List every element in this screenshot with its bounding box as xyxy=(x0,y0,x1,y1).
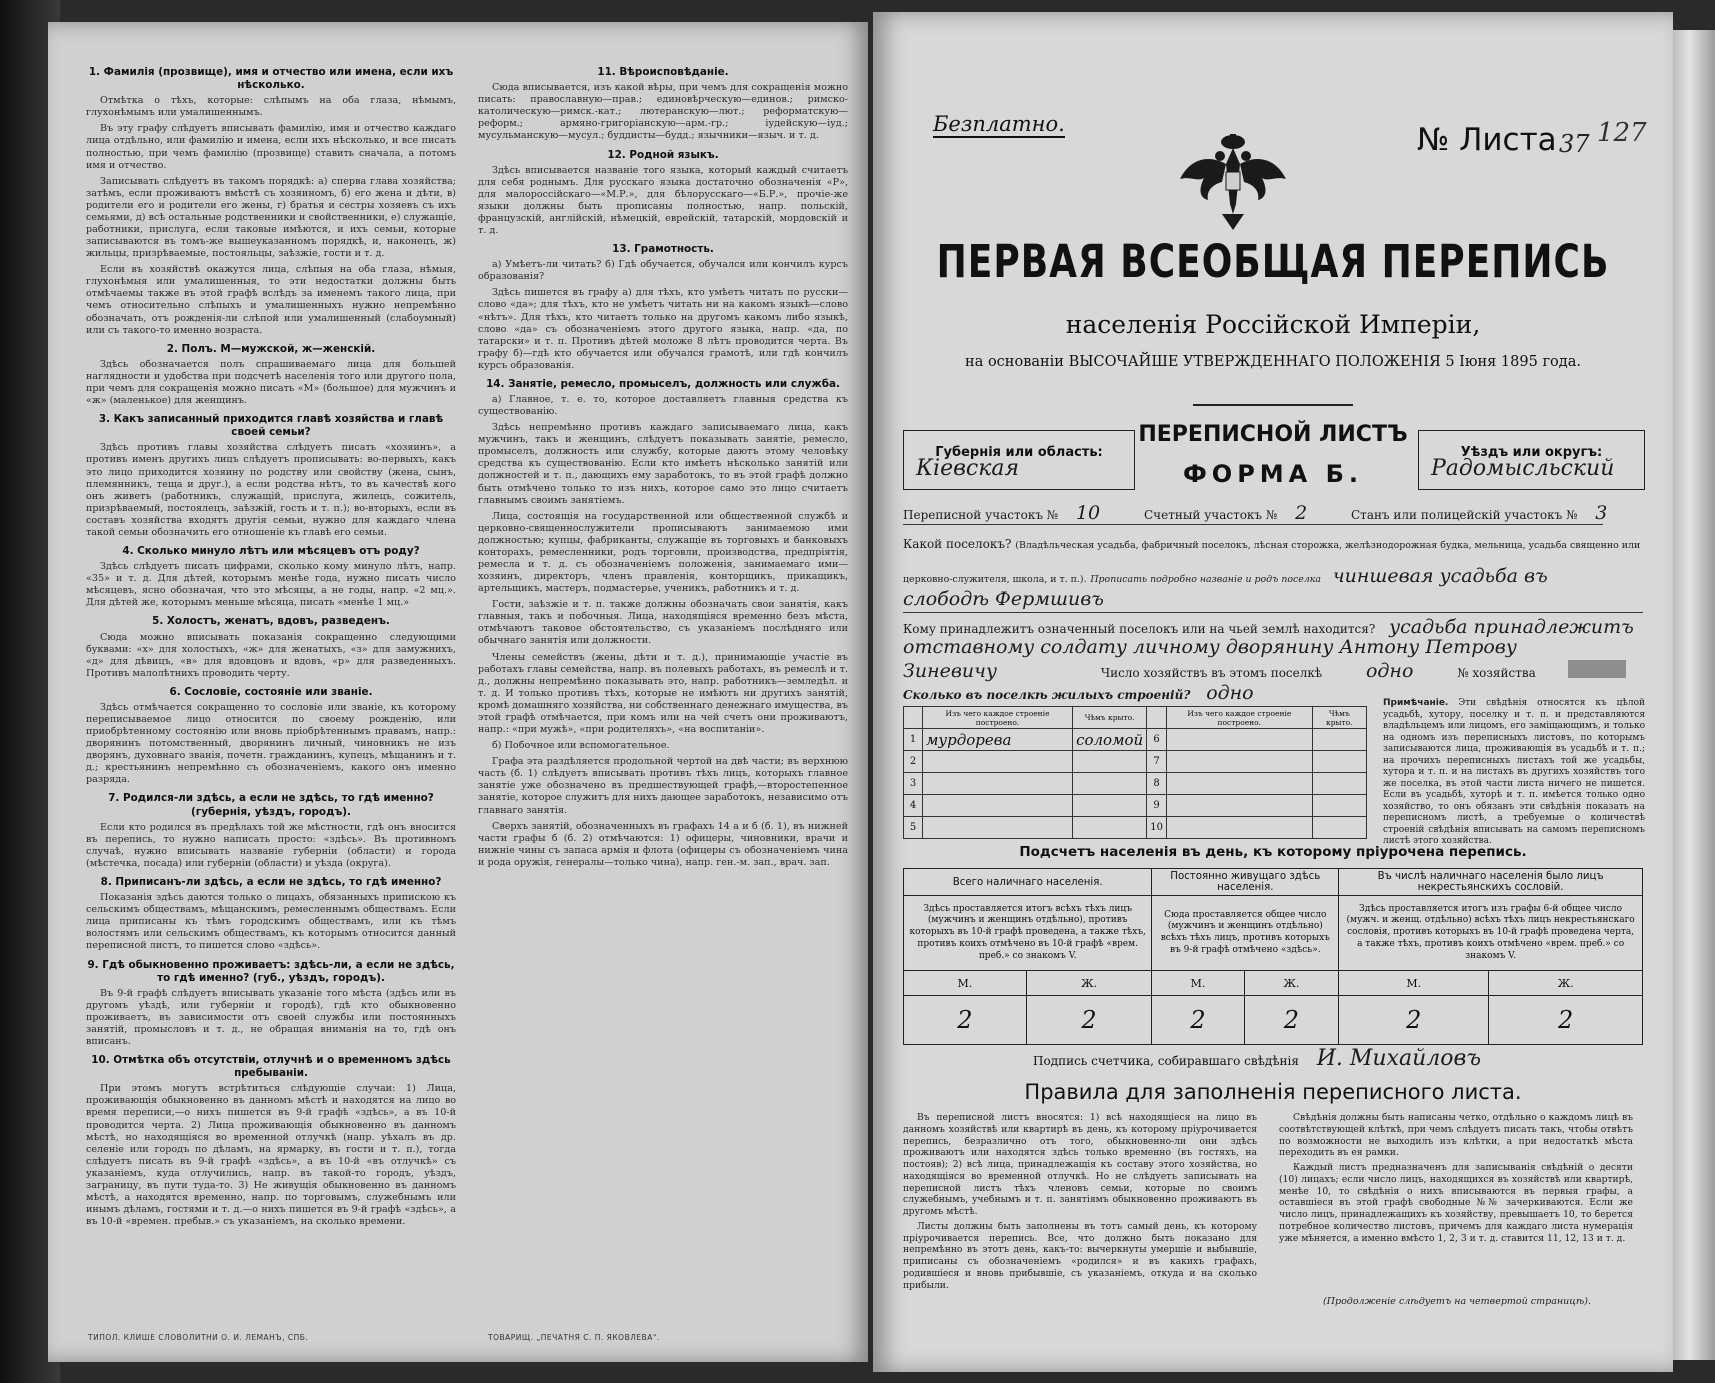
form-subtitle: ФОРМА Б. xyxy=(1182,460,1363,488)
table-row xyxy=(904,996,1643,1045)
section-heading: 6. Сословіе, состояніе или званіе. xyxy=(169,685,373,698)
row-number: 2 xyxy=(904,751,923,773)
section-text: Здѣсь обозначается полъ спрашиваемаго лица для большей наглядности и удобства при подсчетѣ населенія того или другого пола, при чемъ для сокращенія можно писать «М» (большое) для мужчинъ и «ж» (маленькое) для женщинъ. xyxy=(86,358,456,407)
owner-line-2 xyxy=(903,636,1517,658)
section-heading: 3. Какъ записанный приходится главѣ хозяйства и главѣ своей семьи? xyxy=(98,413,444,439)
sex-header: М. xyxy=(1152,971,1244,996)
table-cell xyxy=(923,773,1073,795)
section-text: а) Умѣетъ-ли читать? б) Гдѣ обучается, обучался или кончилъ курсъ образованія? xyxy=(478,259,848,283)
section-text: Лица, состоящія на государственной или общественной службѣ и церковно-священнослужители прописываютъ занимаемою ими должностью; купцы, фабриканты, служащіе въ торговыхъ и банковыхъ конторахъ, ремесленники, родъ торговли, производства, предпріятія, ремесла и т. д. съ обозначеніемъ положенія, занимаемаго ими—хозяинъ, директоръ, членъ правленія, конторщикъ, прикащикъ, артельщикъ, мастеръ, подмастерье, ученикъ, работникъ и т. д. xyxy=(478,510,848,595)
table-cell xyxy=(1166,751,1312,773)
count-value: 2 xyxy=(1152,996,1244,1045)
underline xyxy=(903,524,1603,525)
guberniya-label: Губернія или область: xyxy=(935,445,1103,460)
sex-header: Ж. xyxy=(1489,971,1643,996)
archive-number: 127 xyxy=(1597,118,1647,148)
divider xyxy=(1193,404,1353,406)
table-header: Изъ чего каждое строеніе построено. xyxy=(1166,707,1312,729)
uchastok-line xyxy=(903,502,1607,524)
right-page-census-form xyxy=(873,12,1673,1372)
table-row xyxy=(904,817,1367,839)
table-row xyxy=(904,795,1367,817)
section-heading: 7. Родился-ли здѣсь, а если не здѣсь, то гдѣ именно? (губернія, уѣздъ, городъ). xyxy=(108,792,434,818)
section-heading: 14. Занятіе, ремесло, промыселъ, должность или служба. xyxy=(486,377,840,390)
sex-header: Ж. xyxy=(1026,971,1152,996)
table-header: Изъ чего каждое строеніе построено. xyxy=(923,707,1073,729)
stan-value: 3 xyxy=(1595,502,1608,524)
table-header: Всего наличнаго населенія. xyxy=(904,869,1152,896)
underline xyxy=(903,612,1643,613)
section-text: Если кто родился въ предѣлахъ той же мѣстности, гдѣ онъ вносится въ перепись, то нужно написать просто: «здѣсь». Въ противномъ случаѣ, нужно вписывать названіе губерніи (области) и города (мѣстечка, посада) или губерніи (области) и уѣзда (округа). xyxy=(86,821,456,869)
table-cell xyxy=(1166,773,1312,795)
schet-value: 2 xyxy=(1295,502,1308,524)
table-cell xyxy=(1073,817,1147,839)
section-heading: 2. Полъ. М—мужской, ж—женскій. xyxy=(166,342,376,355)
count-value: 2 xyxy=(904,996,1027,1045)
section-text: Сверхъ занятій, обозначенныхъ въ графахъ 14 а и б (б. 1), въ нижней части графы б (б. 2) отмѣчаются: 1) офицеры, чиновники, врачи и нижніе чины съ запаса армія и флота (офицеры съ обозначеніемъ чина и рода оружія, генералы—только чина), напр. ген.-м. зап., врач. зап. xyxy=(478,820,848,868)
uezd-box xyxy=(1418,430,1645,490)
row-number: 4 xyxy=(904,795,923,817)
households-label: Число хозяйствъ въ этомъ поселкѣ xyxy=(1100,666,1323,680)
page-edges xyxy=(1673,30,1715,1360)
table-header: Чѣмъ крыто. xyxy=(1073,707,1147,729)
row-number: 8 xyxy=(1147,773,1167,795)
count-value: 2 xyxy=(1026,996,1152,1045)
signature-label: Подпись счетчика, собиравшаго свѣдѣнія xyxy=(1033,1054,1299,1068)
row-number: 1 xyxy=(904,729,923,751)
table-cell xyxy=(1073,773,1147,795)
count-value: 2 xyxy=(1489,996,1643,1045)
building-roof: соломой xyxy=(1073,729,1147,751)
poselok-line-2 xyxy=(903,565,1548,587)
section-heading: 5. Холостъ, женатъ, вдовъ, разведенъ. xyxy=(152,615,390,628)
owner-label: Кому принадлежитъ означенный поселокъ или на чьей землѣ находится? xyxy=(903,622,1376,636)
poselok-line xyxy=(903,537,1640,551)
regulation-line: на основаніи ВЫСОЧАЙШЕ УТВЕРЖДЕННАГО ПОЛОЖЕНІЯ 5 Іюня 1895 года. xyxy=(965,354,1581,370)
row-number: 10 xyxy=(1147,817,1167,839)
buildings-table xyxy=(903,706,1367,839)
table-cell xyxy=(1166,729,1312,751)
rules-text: Каждый листъ предназначенъ для записыванія свѣдѣній о десяти (10) лицахъ; если число лицъ, находящихся въ хозяйствѣ или квартирѣ, менѣе 10, то свѣдѣнія о нихъ вписываются въ первыя графы, а оставшіеся въ этой графѣ свободные №№ зачеркиваются. Если же число лицъ, принадлежащихъ къ хозяйству, превышаетъ 10, то берется потребное количество листовъ, причемъ для каждаго листа нумерація уже мѣняется, а именно вмѣсто 1, 2, 3 и т. д. ставится 11, 12, 13 и т. д. xyxy=(1279,1162,1633,1244)
row-number: 6 xyxy=(1147,729,1167,751)
section-text: Здѣсь слѣдуетъ писать цифрами, сколько кому минуло лѣтъ, напр. «35» и т. д. Для дѣтей, которымъ менѣе года, нужно писать число мѣсяцевъ, ясно обозначая, что это мѣсяцы, а не годы, напр. «2 мц.». Для дѣтей же, которымъ меньше мѣсяца, писать «менѣе 1 мц.» xyxy=(86,561,456,609)
section-text: Если въ хозяйствѣ окажутся лица, слѣпыя на оба глаза, нѣмыя, глухонѣмыя или умалишенныя, то эти недостатки должны быть отмѣчаемы также въ этой графѣ вслѣдъ за именемъ такого лица, при чемъ относительно слѣпыхъ и умалишенныхъ нужно непремѣнно обозначать, отъ рожденія-ли слѣпой или умалишенный (слабоумный) или съ такого-то именно возраста. xyxy=(86,264,456,336)
table-cell xyxy=(923,817,1073,839)
owner-line xyxy=(903,616,1634,638)
table-header-row xyxy=(904,869,1643,896)
page-title: ПЕРВАЯ ВСЕОБЩАЯ ПЕРЕПИСЬ xyxy=(936,236,1610,289)
note-title: Примѣчаніе. xyxy=(1383,698,1449,708)
table-row xyxy=(904,729,1367,751)
population-count-table xyxy=(903,868,1643,1045)
count-value: 2 xyxy=(1339,996,1489,1045)
rules-title: Правила для заполненія переписного листа. xyxy=(1024,1080,1522,1104)
section-heading: 12. Родной языкъ. xyxy=(607,148,719,161)
rules-column-right xyxy=(1279,1112,1633,1247)
section-text: Сюда можно вписывать показанія сокращенно следующими буквами: «х» для холостыхъ, «ж» для женатыхъ, «з» для замужнихъ, «д» для дѣвицъ, «в» для вдовцовъ и вдовъ, «р» для разведенныхъ. Противъ малолѣтнихъ проводить черту. xyxy=(86,631,456,679)
section-text: Отмѣтка о тѣхъ, которые: слѣпымъ на оба глаза, нѣмымъ, глухонѣмымъ или умалишеннымъ. xyxy=(86,95,456,119)
table-cell xyxy=(1166,795,1312,817)
rules-text: Въ переписной листъ вносятся: 1) всѣ находящіеся на лицо въ данномъ хозяйствѣ или квартирѣ въ день, къ которому пріурочивается перепись, безразлично отъ того, обыкновенно-ли они здѣсь проживаютъ или находятся здѣсь только временно (въ гостяхъ, на постояв); 2) всѣ лица, принадлежащія къ составу этого хозяйства, но находящіяся во временной отлучкѣ. Но не слѣдуетъ записывать на переписной листъ тѣхъ членовъ семьи, которые по своимъ служебнымъ, учебнымъ и т. п. занятіямъ обыкновенно проживаютъ въ другомъ мѣстѣ. xyxy=(903,1112,1257,1218)
signature-line xyxy=(1033,1046,1481,1071)
count-value: 2 xyxy=(1244,996,1339,1045)
rules-text: Свѣдѣнія должны быть написаны четко, отдѣльно о каждомъ лицѣ въ соотвѣтствующей клѣткѣ, при чемъ слѣдуетъ писать такъ, чтобы отвѣтъ по возможности не выходилъ изъ клѣтки, а при недостаткѣ мѣста переходить въ ея рамки. xyxy=(1279,1112,1633,1159)
owner-line-3 xyxy=(903,660,1536,682)
signature-value: И. Михайловъ xyxy=(1316,1046,1482,1071)
sheet-number-value: 37 xyxy=(1559,130,1590,158)
section-text: б) Побочное или вспомогательное. xyxy=(492,740,670,752)
section-text: При этомъ могутъ встрѣтиться слѣдующіе случаи: 1) Лица, проживающія обыкновенно въ данномъ мѣстѣ и находятся на лицо во время переписи,—о нихъ пишется въ 9-й графѣ «здѣсь», а въ 10-й проводится черта. 2) Лица проживающія обыкновенно въ данномъ мѣстѣ, но находящіяся во временной отлучкѣ (напр. уѣхалъ въ др. селеніе или городъ по дѣламъ, на ярмарку, въ гости и т. п.), тогда слѣдуетъ писать въ 9-й графѣ «здѣсь», а въ 10-й «въ отлучкѣ» съ указаніемъ, куда отлучились, напр. въ такой-то городъ, уѣздъ, заграницу, въ пути тудa-то. 3) Не живущія обыкновенно въ данномъ мѣстѣ, а находятся временно, напр. по торговымъ, служебнымъ или инымъ дѣламъ, гостями и т. д.—о нихъ пишется въ 9-й графѣ «здѣсь», а въ 10-й «времен. пребыв.» съ указаніемъ, на сколько времени. xyxy=(86,1083,456,1228)
table-row xyxy=(904,751,1367,773)
table-cell xyxy=(923,751,1073,773)
section-text: Здѣсь пишется въ графу а) для тѣхъ, кто умѣетъ читать по русски—слово «да»; для тѣхъ, кто не умѣетъ читать ни на какомъ языкѣ—слово «нѣтъ». Для тѣхъ, кто читаетъ только на другомъ какомъ либо языкѣ, слово «да» съ обозначеніемъ этого другого языка, напр. «да, по татарски» и т. п. Противъ дѣтей моложе 8 лѣтъ проводится черта. Въ графу б)—гдѣ кто обучается или обучался грамотѣ, или гдѣ кончилъ курсъ образованія. xyxy=(478,287,848,371)
uezd-value: Радомысльский xyxy=(1431,456,1615,481)
section-text: Здѣсь противъ главы хозяйства слѣдуетъ писать «хозяинъ», а противъ именъ другихъ лицъ слѣдуетъ прописывать: во-первыхъ, какъ это лицо приходится хозяину по родству или свойству (жена, сынъ, племянникъ, теща и друг.), а если родства нѣтъ, то въ качествѣ кого онъ живетъ (работникъ, служащій, прислуга, жилецъ, сожитель, призрѣваемый, постоялецъ, заѣзжій, гость и т. п.); во-вторыхъ, если въ составъ хозяйства входятъ другія семьи, нужно для каждаго члена такой семьи обозначить его отношеніе къ главѣ его семьи. xyxy=(86,442,456,538)
stan-label: Станъ или полицейскій участокъ № xyxy=(1351,508,1578,522)
section-text: Члены семействъ (жены, дѣти и т. д.), принимающіе участіе въ работахъ главы семейства, напр. въ полевыхъ работахъ, въ ремеслѣ и т. д., должны непремѣнно показывать это, напр. работникъ—земледѣл. и т. д. И только противъ тѣхъ, которые не имѣютъ ни другихъ занятій, кромѣ домашняго хозяйства, ни собственнаго денежнаго имущества, въ этой графѣ отмѣчается, при комъ или на чей счетъ они проживаютъ, напр.: «при мужѣ», «при родителяхъ», «на воспитаніи». xyxy=(478,651,848,736)
rules-text: Листы должны быть заполнены въ тотъ самый день, къ которому пріурочивается перепись. Все, что должно быть показано для непремѣнно въ этотъ день, какъ-то: вычеркнуты умершіе и выбывшіе, приписаны съ обозначеніемъ «родился» и въ какихъ графахъ, родившіеся и вновь прибывшіе, съ указаніемъ, откуда и на сколько прибыли. xyxy=(903,1220,1257,1291)
table-row xyxy=(904,773,1367,795)
note-block xyxy=(1383,698,1645,848)
section-text: Гости, заѣзжіе и т. п. также должны обозначать свои занятія, какъ главныя, такъ и побочныя. Лица, находящіяся временно безъ мѣста, отмѣчаютъ таковое обстоятельство, съ указаніемъ послѣдняго или обычнаго занятія или должности. xyxy=(478,599,848,647)
section-heading: 8. Приписанъ-ли здѣсь, а если не здѣсь, то гдѣ именно? xyxy=(100,876,442,888)
section-heading: 13. Грамотность. xyxy=(612,243,714,256)
table-row xyxy=(904,971,1643,996)
instructions-column-right xyxy=(478,60,848,873)
free-label: Безплатно. xyxy=(933,112,1065,136)
section-text: Сюда вписывается, изъ какой вѣры, при чемъ для сокращенія можно писать: православную—прав.; единовѣрческую—единов.; римско-католическую—римск.-кат.; лютеранскую—лют.; реформатскую—реформ.; армяно-григоріанскую—арм.-гр.; іудейскую—іуд.; мусульманскую—мусул.; буддисты—будд.; язычники—языч. и т. д. xyxy=(478,82,848,142)
guberniya-value: Кiевская xyxy=(916,456,1020,481)
count-title: Подсчетъ населенія въ день, къ которому пріурочена перепись. xyxy=(1019,844,1527,860)
section-text: Въ 9-й графѣ слѣдуетъ вписывать указаніе того мѣста (здѣсь или въ другомъ уѣздѣ, или губерніи и городѣ), гдѣ кто обыкновенно проживаетъ, въ зависимости отъ своей службы или постоянныхъ занятій, промысловъ и т. д., не обращая вниманія на то, гдѣ онъ вписанъ. xyxy=(86,987,456,1048)
buildings-value: одно xyxy=(1206,682,1254,704)
row-number: 7 xyxy=(1147,751,1167,773)
printer-mark: ТИПОЛ. КЛИШЕ СЛОВОЛИТНИ О. И. ЛЕМАНЪ, СПБ. xyxy=(88,1333,309,1342)
row-number: 5 xyxy=(904,817,923,839)
instructions-column-left xyxy=(86,60,456,1232)
table-cell: Здѣсь проставляется итогъ всѣхъ тѣхъ лицъ (мужчинъ и женщинъ отдѣльно), противъ которыхъ въ 10-й графѣ проведена, а также тѣхъ, противъ коихъ отмѣчено въ 10-й графѣ «врем. преб.» со знакомъ V. xyxy=(904,896,1152,971)
left-page-instructions xyxy=(48,22,868,1362)
households-value: одно xyxy=(1365,660,1414,682)
uezd-label: Уѣздъ или округъ: xyxy=(1460,445,1603,460)
redacted-area xyxy=(1568,660,1626,678)
sex-header: Ж. xyxy=(1244,971,1339,996)
poselok-label: Какой поселокъ? xyxy=(903,537,1012,551)
table-cell xyxy=(1073,795,1147,817)
table-header: Чѣмъ крыто. xyxy=(1312,707,1366,729)
row-number: 3 xyxy=(904,773,923,795)
row-number: 9 xyxy=(1147,795,1167,817)
owner-value-3: Зиневичу xyxy=(903,660,997,682)
section-heading: 1. Фамилія (прозвище), имя и отчество или имена, если ихъ нѣсколько. xyxy=(88,66,454,92)
poselok-hint-2: церковно-служителя, школа, и т. п.). xyxy=(903,574,1087,585)
section-heading: 4. Сколько минуло лѣтъ или мѣсяцевъ отъ роду? xyxy=(122,544,420,557)
table-cell xyxy=(1073,751,1147,773)
guberniya-box xyxy=(903,430,1135,490)
owner-value-2: отставному солдату личному дворянину Антону Петрову xyxy=(903,636,1517,658)
poselok-value: чиншевая усадьба въ xyxy=(1332,565,1548,587)
table-cell: Здѣсь проставляется итогъ изъ графы 6-й общее число (мужч. и женщ. отдѣльно) всѣхъ тѣхъ лицъ некрестьянскаго сословія, противъ которыхъ въ 10-й графѣ проведена черта, а также тѣхъ, противъ коихъ отмѣчено «врем. преб.» со знакомъ V. xyxy=(1339,896,1643,971)
table-cell: Сюда проставляется общее число (мужчинъ и женщинъ отдѣльно) всѣхъ тѣхъ лицъ, противъ которыхъ въ 9-й графѣ отмѣчено «здѣсь». xyxy=(1152,896,1339,971)
buildings-label: Сколько въ поселкѣ жилыхъ строеній? xyxy=(903,688,1191,702)
printer-mark: ТОВАРИЩ. „ПЕЧАТНЯ С. П. ЯКОВЛЕВА". xyxy=(488,1333,660,1342)
section-text: а) Главное, т. е. то, которое доставляетъ главныя средства къ существованію. xyxy=(478,394,848,418)
table-cell xyxy=(1312,817,1366,839)
table-header: Въ числѣ наличнаго населенія было лицъ некрестьянскихъ сословій. xyxy=(1339,869,1643,896)
page-subtitle: населенія Россійской Имперіи, xyxy=(1065,310,1481,339)
household-no-label: № хозяйства xyxy=(1457,666,1536,680)
table-header-row xyxy=(904,707,1367,729)
buildings-line xyxy=(903,682,1254,704)
section-heading: 11. Вѣроисповѣданіе. xyxy=(597,66,729,78)
table-row xyxy=(904,896,1643,971)
form-title: ПЕРЕПИСНОЙ ЛИСТЪ xyxy=(1138,422,1408,447)
section-heading: 10. Отмѣтка объ отсутствіи, отлучнѣ и о временномъ здѣсь пребываніи. xyxy=(91,1054,451,1080)
table-header: Постоянно живущаго здѣсь населенія. xyxy=(1152,869,1339,896)
section-text: Графа эта раздѣляется продольной чертой на двѣ части; въ верхнюю часть (б. 1) слѣдуетъ вписывать противъ тѣхъ лицъ, которыхъ главное занятіе уже обозначено въ предшествующей графѣ,—второстепенное занятіе, которое служитъ для нихъ дающее заработокъ, независимо отъ главнаго занятія. xyxy=(478,756,848,816)
imperial-eagle-icon xyxy=(1178,134,1288,234)
continued-note: (Продолженіе слѣдуетъ на четвертой страницѣ). xyxy=(1323,1296,1591,1307)
table-cell xyxy=(1312,751,1366,773)
section-text: Здѣсь вписывается названіе того языка, который каждый считаетъ для себя роднымъ. Для русскаго языка достаточно обозначенія «Р», для малороссійскаго—«М.Р.», для бѣлорусскаго—«Б.Р.», прочіе-же языки должны быть прописаны полностью, напр. польскій, французскій, англійскій, нѣмецкій, еврейскій, татарскій, мордовскій и т. д. xyxy=(478,164,848,236)
section-text: Здѣсь непремѣнно противъ каждаго записываемаго лица, какъ мужчинъ, такъ и женщинъ, слѣдуетъ показывать занятіе, ремесло, промыселъ, должность или службу, которые даютъ этому человѣку средства къ существованію. Если кто имѣетъ нѣсколько занятій или должностей и т. п., дающихъ ему заработокъ, то въ этой графѣ должно быть отмѣчено только то изъ нихъ, которое само это лицо считаетъ главнымъ своимъ занятіемъ. xyxy=(478,422,848,506)
poselok-line-3 xyxy=(903,588,1104,610)
table-cell xyxy=(1312,795,1366,817)
poselok-hint: (Владѣльческая усадьба, фабричный поселокъ, лѣсная сторожка, желѣзнодорожная будка, мельница, усадьба священно или xyxy=(1015,540,1641,551)
section-text: Здѣсь отмѣчается сокращенно то сословіе или званіе, къ которому переписываемое лицо относится по своему рожденію, или приобрѣтенному состоянію или вновь пріобрѣтеннымъ правамъ, напр.: дворянинъ потомственный, дворянинъ личный, чиновникъ не изъ дворянъ, духовнаго званія, почетн. гражданинъ, купецъ, мѣщанинъ и т. д.; крестьянинъ непремѣнно съ обозначеніемъ, какого онъ именно разряда. xyxy=(86,701,456,786)
sex-header: М. xyxy=(904,971,1027,996)
section-text: Записывать слѣдуетъ въ такомъ порядкѣ: а) сперва глава хозяйства; затѣмъ, если проживаютъ вмѣстѣ съ хозяиномъ, б) его жена и дѣти, в) родители его и родители его жены, г) братья и сестры хозяевъ съ ихъ семьями, д) всѣ остальные родственники и свойственники, е) служащіе, работники, прислуга, если таковые имѣются, и ихъ семьи, которые записываются въ томъ-же вышеуказанномъ порядкѣ, и, наконецъ, ж) жильцы, призрѣваемые, постояльцы, заѣзжіе, гости и т. д. xyxy=(86,175,456,260)
poselok-hint-3: Прописать подробно названіе и родъ поселка xyxy=(1090,574,1321,585)
building-material: мурдорева xyxy=(923,729,1073,751)
uchastok-value: 10 xyxy=(1075,502,1101,524)
table-cell xyxy=(1312,773,1366,795)
table-cell xyxy=(1147,707,1167,729)
rules-column-left xyxy=(903,1112,1257,1294)
owner-value: усадьба принадлежитъ xyxy=(1389,616,1634,638)
sex-header: М. xyxy=(1339,971,1489,996)
schet-label: Счетный участокъ № xyxy=(1143,508,1278,522)
section-text: Въ эту графу слѣдуетъ вписывать фамилію, имя и отчество каждаго лица отдѣльно, или фамилію и имена, если ихъ нѣсколько, и все писать полностью, при чемъ фамилію (прозвище) ставить сначала, а потомъ имя и отчество. xyxy=(86,123,456,171)
uchastok-label: Переписной участокъ № xyxy=(903,508,1059,522)
section-heading: 9. Гдѣ обыкновенно проживаетъ: здѣсь-ли, а если не здѣсь, то гдѣ именно? (губ., уѣздъ, городъ). xyxy=(87,958,455,984)
table-cell xyxy=(1166,817,1312,839)
poselok-value-2: слободѣ Фермшивъ xyxy=(903,588,1104,610)
table-cell xyxy=(923,795,1073,817)
section-text: Показанія здѣсь даются только о лицахъ, обязанныхъ припискою къ сельскимъ обществамъ, мѣщанскимъ, ремесленнымъ обществамъ. Если лица приписаны къ тѣмъ городскимъ обществамъ, или къ тѣмъ волостямъ или сельскимъ обществамъ, къ которымъ относится данный переписной листъ, то пишется слово «здѣсь». xyxy=(86,892,456,952)
sheet-number-label: № Листа xyxy=(1417,122,1557,158)
table-cell xyxy=(1312,729,1366,751)
table-cell xyxy=(904,707,923,729)
note-text: Эти свѣдѣнія относятся къ цѣлой усадьбѣ, хутору, поселку и т. п. и представляются владѣльцемъ или лицомъ, его заміщающимъ, и только на одномъ изъ переписныхъ листовъ, по которымъ записываются лица, проживающія въ усадьбѣ и т. п.; на прочихъ переписныхъ листахъ той же усадьбы, хутора и т. п. и на листахъ въ другихъ хозяйствъ того же поселка, въ этой части листа ничего не пишется. Если въ усадьбѣ, хуторѣ и т. п. имѣется только одно хозяйство, то онъ обязанъ эти свѣдѣнія показать на переписномъ листѣ, а требуемые о количествѣ строеній свѣдѣнія вписывать на самомъ переписномъ листѣ этого хозяйства. xyxy=(1383,698,1645,847)
